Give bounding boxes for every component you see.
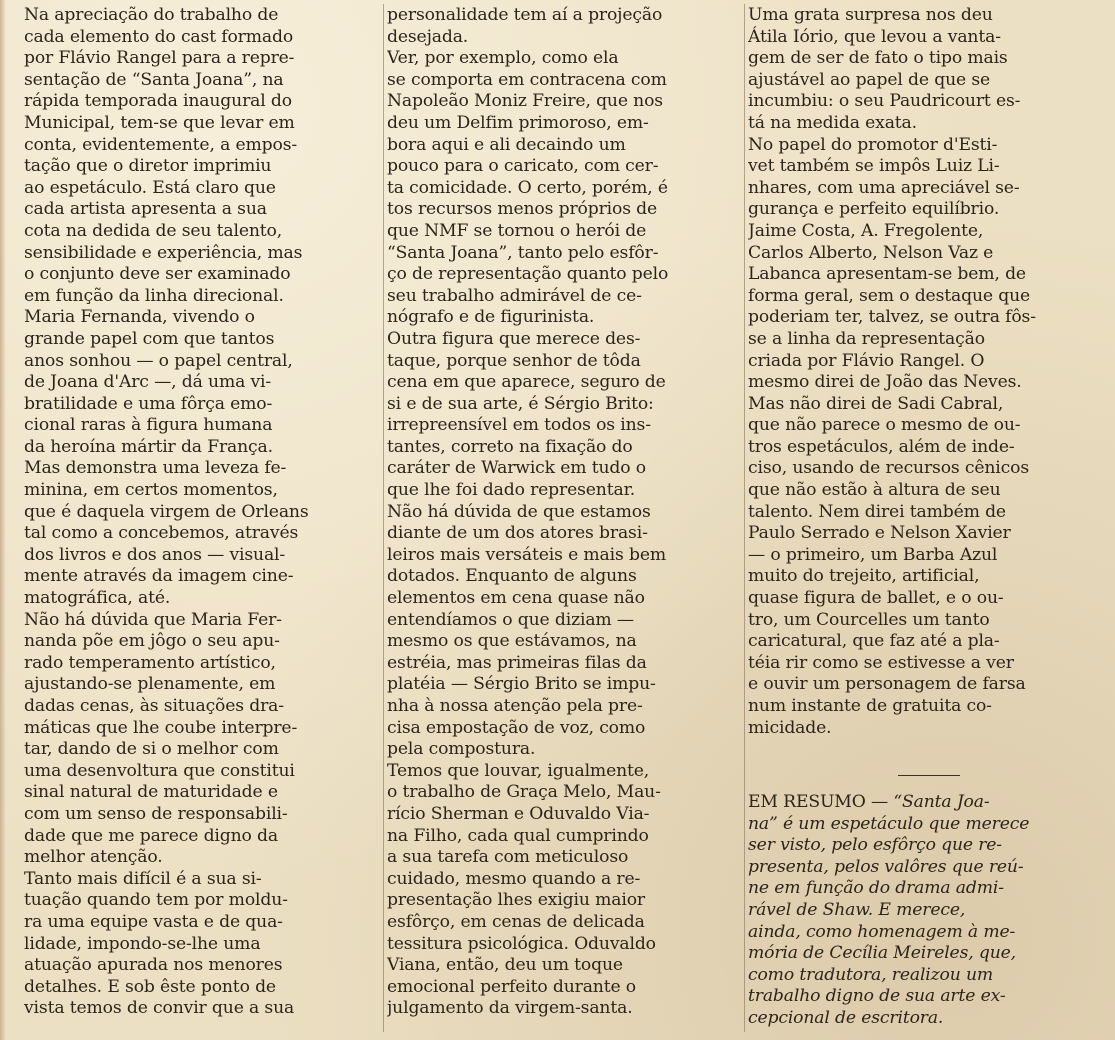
text-line: dadas cenas, às situações dra- <box>24 696 284 716</box>
text-line: na Filho, cada qual cumprindo <box>387 825 649 846</box>
text-line: cional raras à figura humana <box>24 415 273 436</box>
column-1 <box>24 5 381 1020</box>
text-line: No papel do promotor d'Esti- <box>748 134 998 155</box>
summary-block <box>748 792 1110 1030</box>
text-line: incumbiu: o seu Paudricourt es- <box>748 91 1021 112</box>
text-line: tessitura psicológica. Oduvaldo <box>387 933 656 954</box>
text-line: uma desenvoltura que constitui <box>24 760 295 781</box>
text-line: Uma grata surpresa nos deu <box>748 5 993 25</box>
text-line: que não parece o mesmo de ou- <box>748 415 1021 436</box>
text-line: cada artista apresenta a sua <box>24 199 267 220</box>
text-line: Não há dúvida de que estamos <box>387 501 651 522</box>
text-line: a sua tarefa com meticuloso <box>387 847 629 868</box>
text-line: gem de ser de fato o tipo mais <box>748 48 1008 69</box>
text-line: pela compostura. <box>387 739 536 760</box>
text-line: esfôrço, em cenas de delicada <box>387 911 645 932</box>
text-line: diante de um dos atores brasi- <box>387 523 648 544</box>
text-line: desejada. <box>387 26 469 47</box>
text-line: e ouvir um personagem de farsa <box>748 674 1026 695</box>
torn-edge-shade <box>0 0 6 1040</box>
text-line: cada elemento do cast formado <box>24 26 294 47</box>
text-line: tá na medida exata. <box>748 112 917 133</box>
text-line: da heroína mártir da França. <box>24 436 273 457</box>
text-line: com um senso de responsabili- <box>24 803 288 824</box>
text-line: caricatural, que faz até a pla- <box>748 631 1000 652</box>
text-line: irrepreensível em todos os ins- <box>387 415 651 436</box>
text-line: o trabalho de Graça Melo, Mau- <box>387 782 661 803</box>
text-line: vet também se impôs Luiz Li- <box>748 156 1000 177</box>
text-line: “Santa Joana”, tanto pelo esfôr- <box>387 242 659 263</box>
text-line: gurança e perfeito equilíbrio. <box>748 199 1000 220</box>
text-line: si e de sua arte, é Sérgio Brito: <box>387 393 654 414</box>
text-line: tros espetáculos, além de inde- <box>748 436 1015 457</box>
text-line: téia rir como se estivesse a ver <box>748 652 1014 673</box>
summary-line: presenta, pelos valôres que reú- <box>748 856 1024 877</box>
text-line: cena em que aparece, seguro de <box>387 372 666 393</box>
text-line: máticas que lhe coube interpre- <box>24 717 298 738</box>
column-separator <box>383 4 384 1032</box>
text-line: Ver, por exemplo, como ela <box>387 48 619 69</box>
summary-line <box>748 792 1110 814</box>
text-line: num instante de gratuita co- <box>748 696 992 716</box>
text-line: nhares, com uma apreciável se- <box>748 177 1020 198</box>
text-line: forma geral, sem o destaque que <box>748 285 1031 306</box>
text-line: emocional perfeito durante o <box>387 976 636 997</box>
text-line: que não estão à altura de seu <box>748 480 1001 501</box>
text-line: dotados. Enquanto de alguns <box>387 566 637 587</box>
text-line: matográfica, até. <box>24 588 171 609</box>
text-line: em função da linha direcional. <box>24 285 284 306</box>
text-line: cuidado, mesmo quando a re- <box>387 868 641 889</box>
text-line: grande papel com que tantos <box>24 328 275 349</box>
text-line: mente através da imagem cine- <box>24 566 294 587</box>
column-3 <box>748 5 1110 739</box>
text-line: talento. Nem direi também de <box>748 501 1006 522</box>
text-line: tos recursos menos próprios de <box>387 199 658 220</box>
summary-line: ainda, como homenagem à me- <box>748 921 1016 942</box>
text-line: por Flávio Rangel para a repre- <box>24 48 295 69</box>
text-line: sinal natural de maturidade e <box>24 782 278 803</box>
text-line: que é daquela virgem de Orleans <box>24 501 309 522</box>
text-line: vista temos de convir que a sua <box>24 998 295 1019</box>
text-line: Viana, então, deu um toque <box>387 955 623 976</box>
text-line: Não há dúvida que Maria Fer- <box>24 609 282 630</box>
text-line: tação que o diretor imprimiu <box>24 156 272 177</box>
text-line: dos livros e dos anos — visual- <box>24 544 286 565</box>
text-line: conta, evidentemente, a empos- <box>24 134 298 155</box>
text-line: ta comicidade. O certo, porém, é <box>387 177 668 198</box>
text-line: Tanto mais difícil é a sua si- <box>24 868 262 889</box>
text-line: taque, porque senhor de tôda <box>387 350 641 371</box>
text-line: mesmo direi de João das Neves. <box>748 372 1022 393</box>
summary-line: mória de Cecília Meireles, que, <box>748 943 1016 964</box>
text-line: anos sonhou — o papel central, <box>24 350 293 371</box>
text-line: ao espetáculo. Está claro que <box>24 177 276 198</box>
summary-line: como tradutora, realizou um <box>748 964 994 985</box>
text-line: minina, em certos momentos, <box>24 480 278 501</box>
text-line: tar, dando de si o melhor com <box>24 739 279 760</box>
summary-line: trabalho digno de sua arte ex- <box>748 986 1006 1007</box>
text-line: Maria Fernanda, vivendo o <box>24 307 255 328</box>
text-line: ciso, usando de recursos cênicos <box>748 458 1029 479</box>
text-line: estréia, mas primeiras filas da <box>387 652 647 673</box>
text-line: muito do trejeito, artificial, <box>748 566 980 587</box>
text-line: nógrafo e de figurinista. <box>387 307 595 328</box>
text-line: micidade. <box>748 717 832 738</box>
text-line: Mas não direi de Sadi Cabral, <box>748 393 1004 414</box>
text-line: poderiam ter, talvez, se outra fôs- <box>748 307 1036 328</box>
text-line: — o primeiro, um Barba Azul <box>748 544 998 565</box>
text-line: Paulo Serrado e Nelson Xavier <box>748 523 1011 544</box>
text-line: de Joana d'Arc —, dá uma vi- <box>24 372 272 393</box>
text-line: lidade, impondo-se-lhe uma <box>24 933 261 954</box>
summary-lead: EM RESUMO — <box>748 792 894 812</box>
text-line: ajustável ao papel de que se <box>748 69 991 90</box>
summary-line: na” é um espetáculo que merece <box>748 813 1030 834</box>
summary-line: rável de Shaw. E merece, <box>748 899 966 920</box>
text-line: Outra figura que merece des- <box>387 328 641 349</box>
text-line: presentação lhes exigiu maior <box>387 890 645 911</box>
text-line: Municipal, tem-se que levar em <box>24 112 295 133</box>
text-line: nanda põe em jôgo o seu apu- <box>24 631 280 652</box>
text-line: personalidade tem aí a projeção <box>387 5 663 25</box>
text-line: rápida temporada inaugural do <box>24 91 292 112</box>
text-line: criada por Flávio Rangel. O <box>748 350 985 371</box>
text-line: bratilidade e uma fôrça emo- <box>24 393 273 414</box>
text-line: cota na dedida de seu talento, <box>24 220 283 241</box>
text-line: deu um Delfim primoroso, em- <box>387 112 649 133</box>
text-line: rado temperamento artístico, <box>24 652 276 673</box>
text-line: detalhes. E sob êste ponto de <box>24 976 276 997</box>
text-line: pouco para o caricato, com cer- <box>387 156 659 177</box>
text-line: se comporta em contracena com <box>387 69 667 90</box>
text-line: dade que me parece digno da <box>24 825 279 846</box>
column-2 <box>387 5 742 1020</box>
text-line: Labanca apresentam-se bem, de <box>748 264 1026 285</box>
summary-line-text: “Santa Joa- <box>893 792 990 812</box>
text-line: Na apreciação do trabalho de <box>24 5 279 25</box>
text-line: sensibilidade e experiência, mas <box>24 242 303 263</box>
text-line: ço de representação quanto pelo <box>387 264 669 285</box>
text-line: mesmo os que estávamos, na <box>387 631 637 652</box>
text-line: Napoleão Moniz Freire, que nos <box>387 91 663 112</box>
text-line: Átila Iório, que levou a vanta- <box>748 26 1001 47</box>
text-line: que NMF se tornou o herói de <box>387 220 647 241</box>
text-line: nha à nossa atenção pela pre- <box>387 696 643 716</box>
text-line: leiros mais versáteis e mais bem <box>387 544 666 565</box>
text-line: platéia — Sérgio Brito se impu- <box>387 674 656 695</box>
text-line: ra uma equipe vasta e de qua- <box>24 911 283 932</box>
text-line: tro, um Courcelles um tanto <box>748 609 990 630</box>
text-line: ajustando-se plenamente, em <box>24 674 276 695</box>
text-line: quase figura de ballet, e o ou- <box>748 588 1004 609</box>
text-line: elementos em cena quase não <box>387 588 645 609</box>
summary-line: cepcional de escritora. <box>748 1007 944 1028</box>
text-line: Mas demonstra uma leveza fe- <box>24 458 287 479</box>
text-line: melhor atenção. <box>24 847 163 868</box>
text-line: caráter de Warwick em tudo o <box>387 458 646 479</box>
section-rule <box>898 775 960 776</box>
text-line: Temos que louvar, igualmente, <box>387 760 650 781</box>
text-line: se a linha da representação <box>748 328 985 349</box>
text-line: cisa empostação de voz, como <box>387 717 646 738</box>
text-line: tuação quando tem por moldu- <box>24 890 288 911</box>
text-line: julgamento da virgem-santa. <box>387 998 633 1019</box>
summary-line: ser visto, pelo esfôrço que re- <box>748 835 1002 856</box>
text-line: Carlos Alberto, Nelson Vaz e <box>748 242 994 263</box>
text-line: que lhe foi dado representar. <box>387 480 636 501</box>
text-line: sentação de “Santa Joana”, na <box>24 69 284 90</box>
text-line: rício Sherman e Oduvaldo Via- <box>387 803 650 824</box>
text-line: tal como a concebemos, através <box>24 523 299 544</box>
summary-line: ne em função do drama admi- <box>748 878 1004 899</box>
text-line: seu trabalho admirável de ce- <box>387 285 642 306</box>
text-line: atuação apurada nos menores <box>24 955 283 976</box>
text-line: Jaime Costa, A. Fregolente, <box>748 220 984 241</box>
column-separator <box>744 4 745 1032</box>
text-line: o conjunto deve ser examinado <box>24 264 291 285</box>
text-line: entendíamos o que diziam — <box>387 609 634 630</box>
text-line: tantes, correto na fixação do <box>387 436 633 457</box>
text-line: bora aqui e ali decaindo um <box>387 134 626 155</box>
